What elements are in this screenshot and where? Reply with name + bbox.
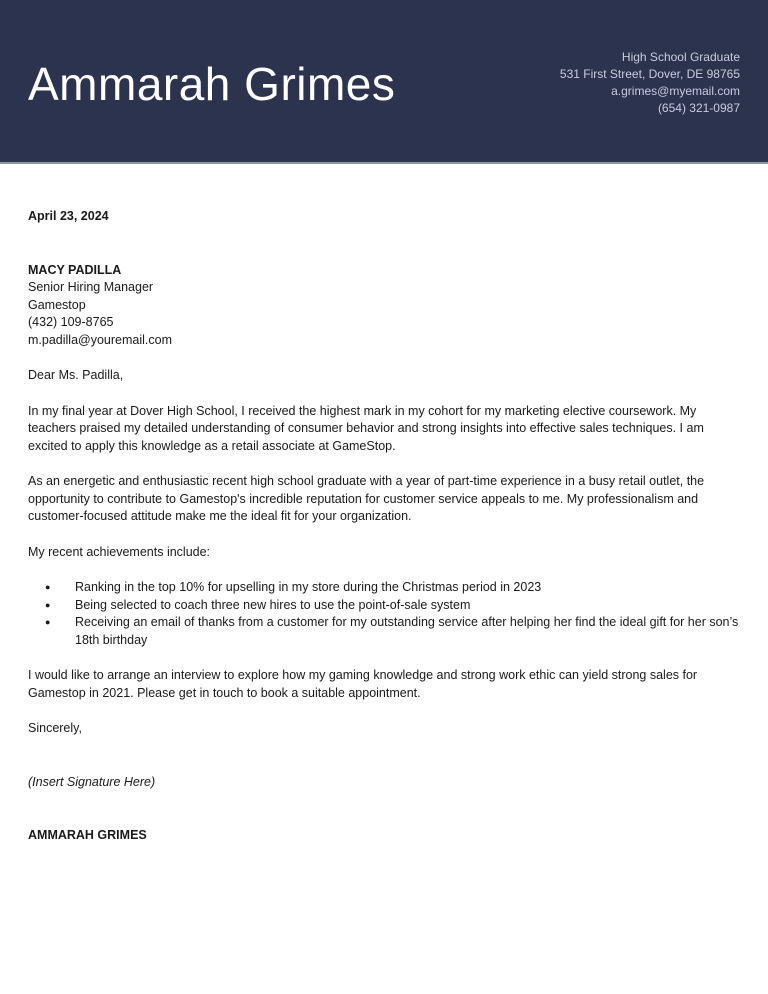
greeting: Dear Ms. Padilla, xyxy=(28,368,124,382)
signature-placeholder: (Insert Signature Here) xyxy=(28,774,156,789)
applicant-phone: (654) 321-0987 xyxy=(657,101,740,115)
recipient-block xyxy=(28,262,740,350)
letter-date: April 23, 2024 xyxy=(28,209,109,223)
paragraph-intro: In my final year at Dover High School, I received the highest mark in my cohort for my marketing elective coursework. My teachers praised my detailed understanding of consumer behavior and strong insights into effective sales techniques. I am excited to apply this knowledge as a retail associate at GameStop. xyxy=(28,403,704,453)
sign-off: Sincerely, xyxy=(28,721,82,735)
applicant-email: a.grimes@myemail.com xyxy=(611,84,740,98)
signature-name: AMMARAH GRIMES xyxy=(28,828,147,842)
applicant-address: 531 First Street, Dover, DE 98765 xyxy=(559,67,740,81)
letter-header xyxy=(0,0,768,164)
recipient-company: Gamestop xyxy=(28,297,86,312)
achievements-list xyxy=(28,579,740,649)
recipient-phone: (432) 109-8765 xyxy=(28,315,114,329)
achievement-item: ● Being selected to coach three new hires to use the point-of-sale system xyxy=(28,597,740,615)
achievement-item: ● Ranking in the top 10% for upselling in my store during the Christmas period in 2023 xyxy=(28,579,740,597)
paragraph-closing: I would like to arrange an interview to explore how my gaming knowledge and strong work ethic can yield strong sales for Gamestop in 2021. Please get in touch to book a suitable appointment. xyxy=(28,668,698,700)
recipient-email: m.padilla@youremail.com xyxy=(28,332,172,347)
letter-body xyxy=(0,164,768,845)
achievement-item: ● Receiving an email of thanks from a customer for my outstanding service after helping her find the ideal gift for her son’s 18th birthday xyxy=(28,614,740,649)
paragraph-experience: As an energetic and enthusiastic recent high school graduate with a year of part-time experience in a busy retail outlet, the opportunity to contribute to Gamestop's incredible reputation for customer service appeals to me. My professionalism and customer-focused attitude make me the ideal fit for your organization. xyxy=(28,474,705,523)
applicant-qualification: High School Graduate xyxy=(621,50,740,64)
applicant-contact-block xyxy=(560,45,740,117)
applicant-name: Ammarah Grimes xyxy=(28,58,396,110)
achievements-intro: My recent achievements include: xyxy=(28,544,211,559)
recipient-title: Senior Hiring Manager xyxy=(28,280,154,294)
recipient-name: MACY PADILLA xyxy=(28,262,122,277)
